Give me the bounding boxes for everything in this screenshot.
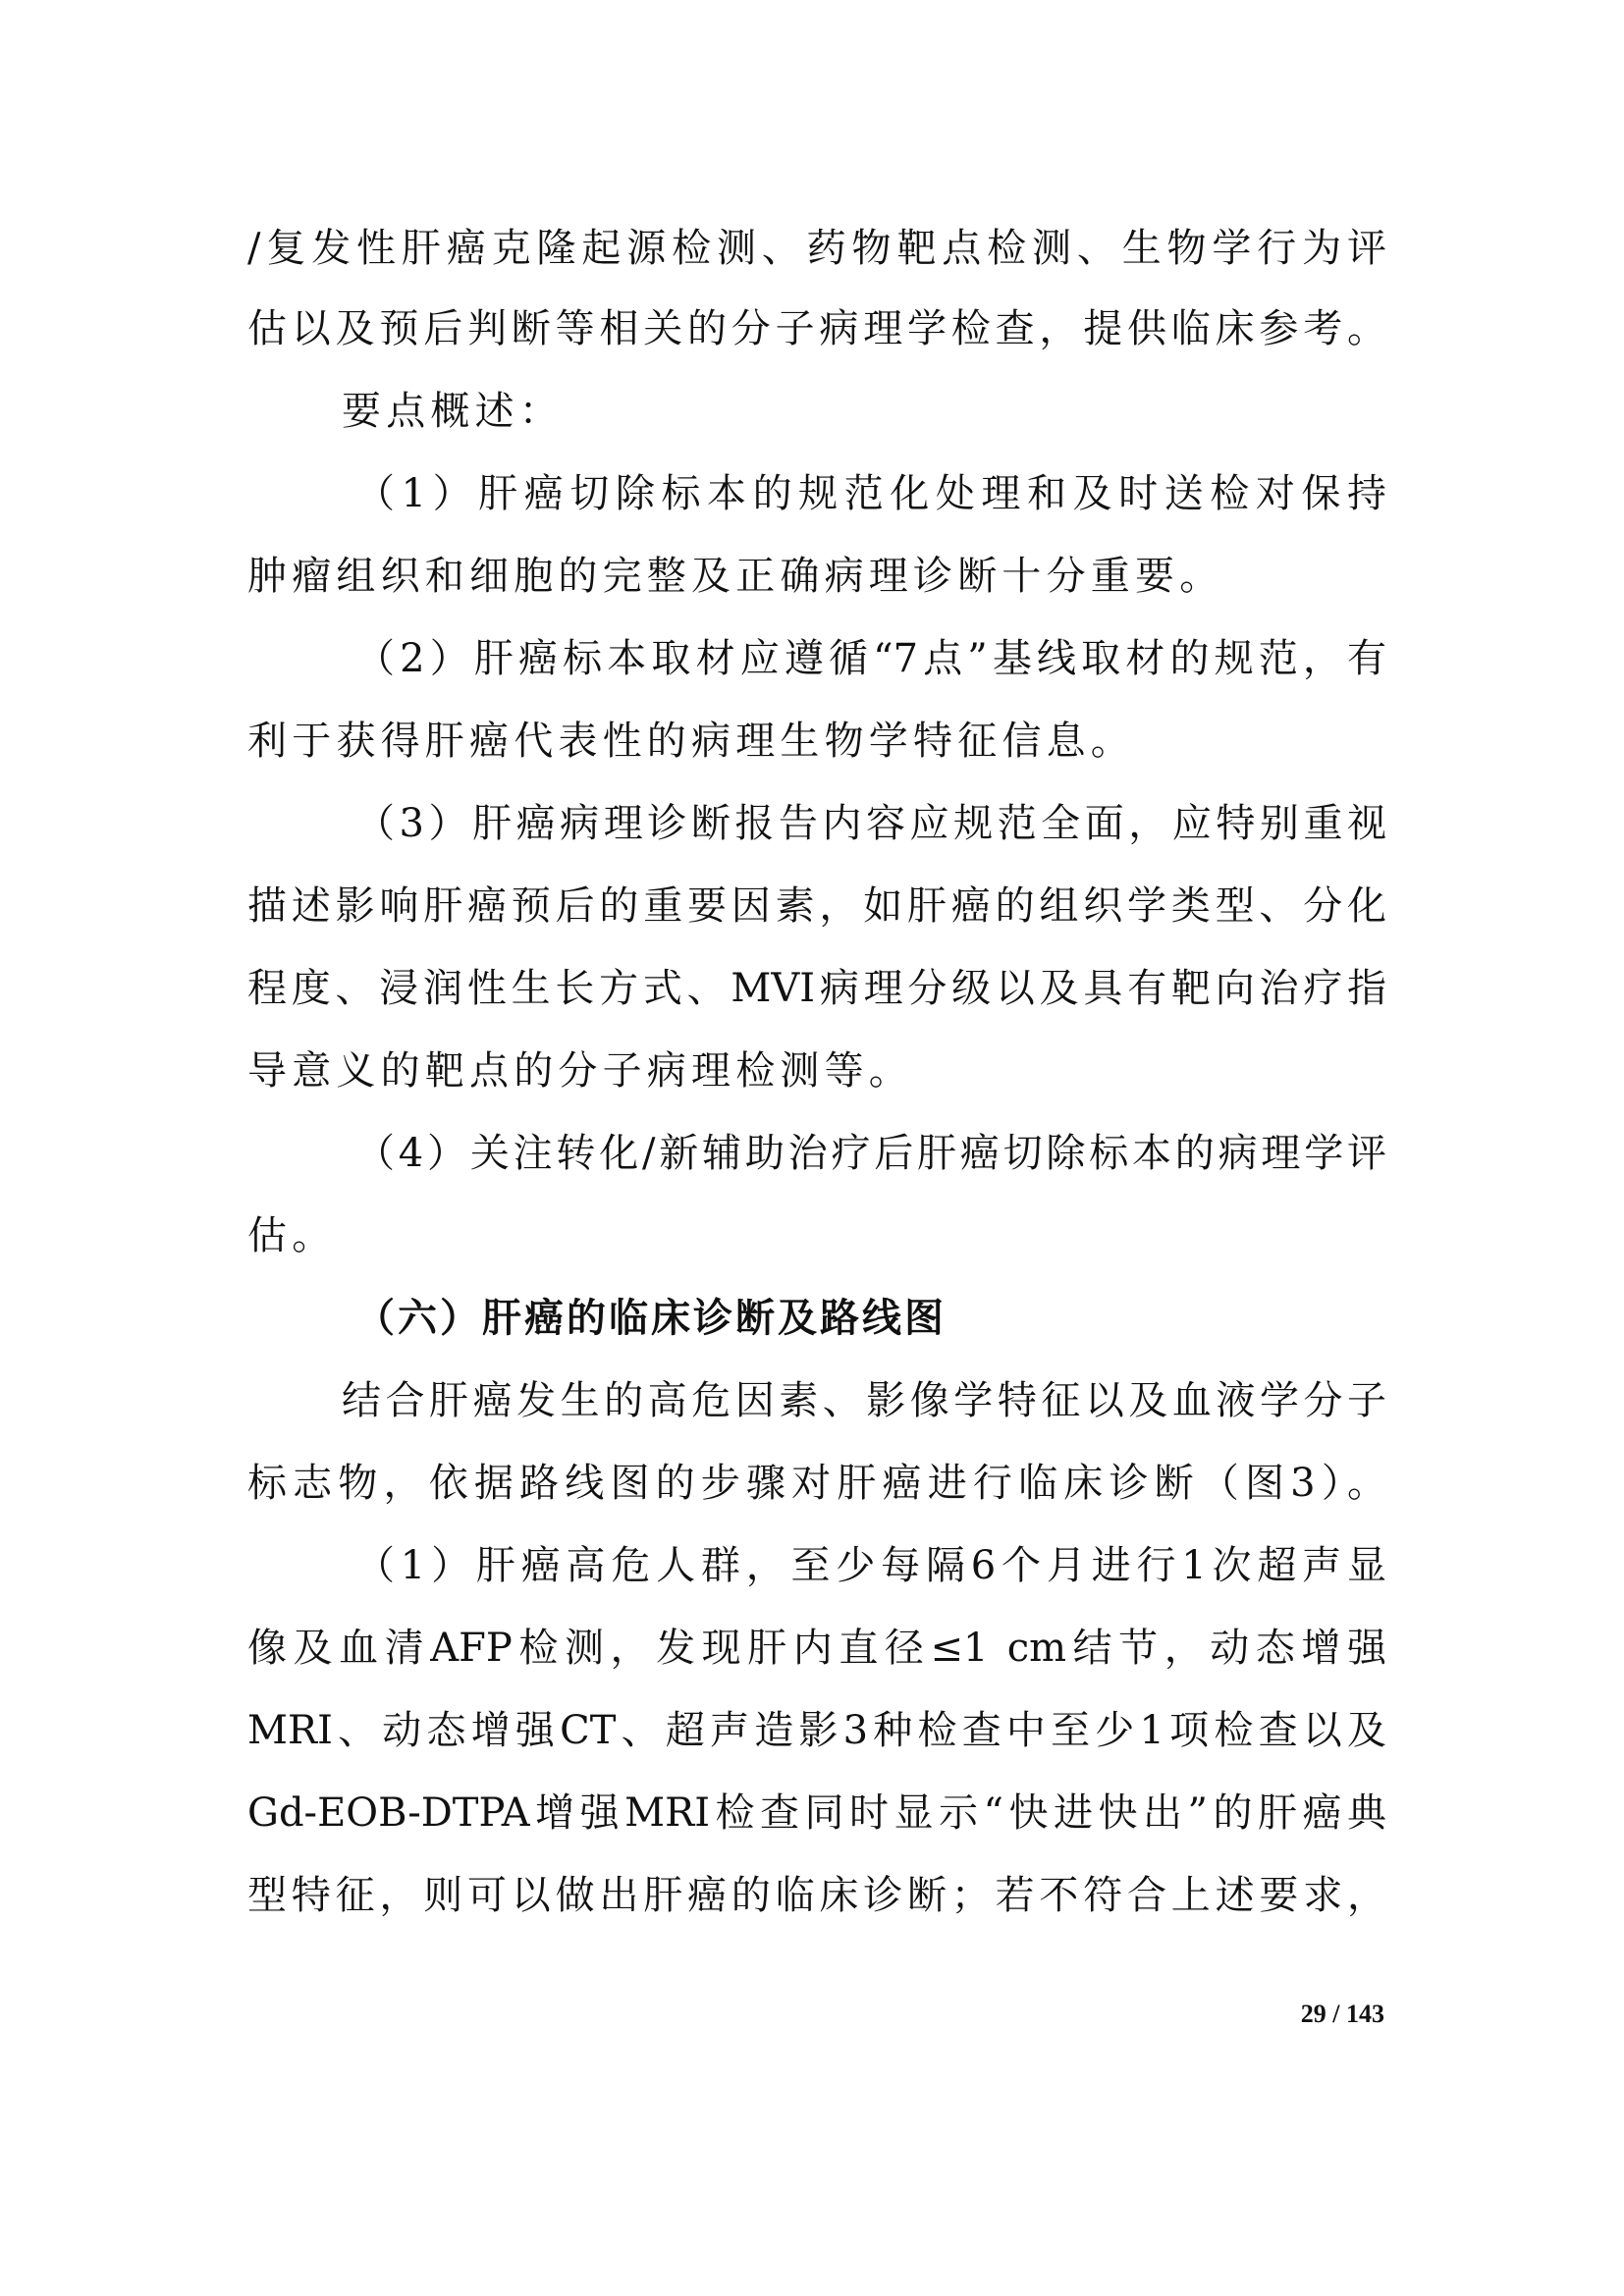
body-text-line: （1）肝癌切除标本的规范化处理和及时送检对保持	[355, 471, 1386, 516]
body-text-line: 程度、浸润性生长方式、MVI病理分级以及具有靶向治疗指	[247, 966, 1386, 1011]
body-text-line: 描述影响肝癌预后的重要因素，如肝癌的组织学类型、分化	[247, 883, 1386, 929]
body-text-line: 利于获得肝癌代表性的病理生物学特征信息。	[247, 719, 1135, 764]
section-lead-text: 要点概述：	[342, 389, 564, 434]
body-text-line: （2）肝癌标本取材应遵循“7点”基线取材的规范，有	[355, 636, 1386, 681]
section-heading: （六）肝癌的临床诊断及路线图	[355, 1296, 947, 1341]
body-text-line: MRI、动态增强CT、超声造影3种检查中至少1项检查以及	[247, 1708, 1386, 1753]
body-text-line: 导意义的靶点的分子病理检测等。	[247, 1048, 913, 1094]
body-text-line: （4）关注转化/新辅助治疗后肝癌切除标本的病理学评	[355, 1131, 1386, 1176]
body-text-line: （3）肝癌病理诊断报告内容应规范全面，应特别重视	[355, 801, 1386, 846]
page-number: 29 / 143	[1300, 2000, 1384, 2028]
body-text-line: 结合肝癌发生的高危因素、影像学特征以及血液学分子	[342, 1378, 1386, 1423]
body-text-line: 型特征，则可以做出肝癌的临床诊断；若不符合上述要求，	[247, 1873, 1386, 1918]
body-text-line: /复发性肝癌克隆起源检测、药物靶点检测、生物学行为评	[247, 226, 1386, 271]
body-text-line: 肿瘤组织和细胞的完整及正确病理诊断十分重要。	[247, 554, 1224, 599]
body-text-line: 估以及预后判断等相关的分子病理学检查，提供临床参考。	[247, 306, 1386, 351]
body-text-line: 像及血清AFP检测，发现肝内直径≤1 cm结节，动态增强	[247, 1626, 1386, 1671]
body-text-line: 估。	[247, 1213, 337, 1258]
body-text-line: Gd-EOB-DTPA增强MRI检查同时显示“快进快出”的肝癌典	[247, 1790, 1386, 1836]
body-text-line: （1）肝癌高危人群，至少每隔6个月进行1次超声显	[355, 1543, 1386, 1588]
body-text-line: 标志物，依据路线图的步骤对肝癌进行临床诊断（图3）。	[247, 1461, 1386, 1506]
